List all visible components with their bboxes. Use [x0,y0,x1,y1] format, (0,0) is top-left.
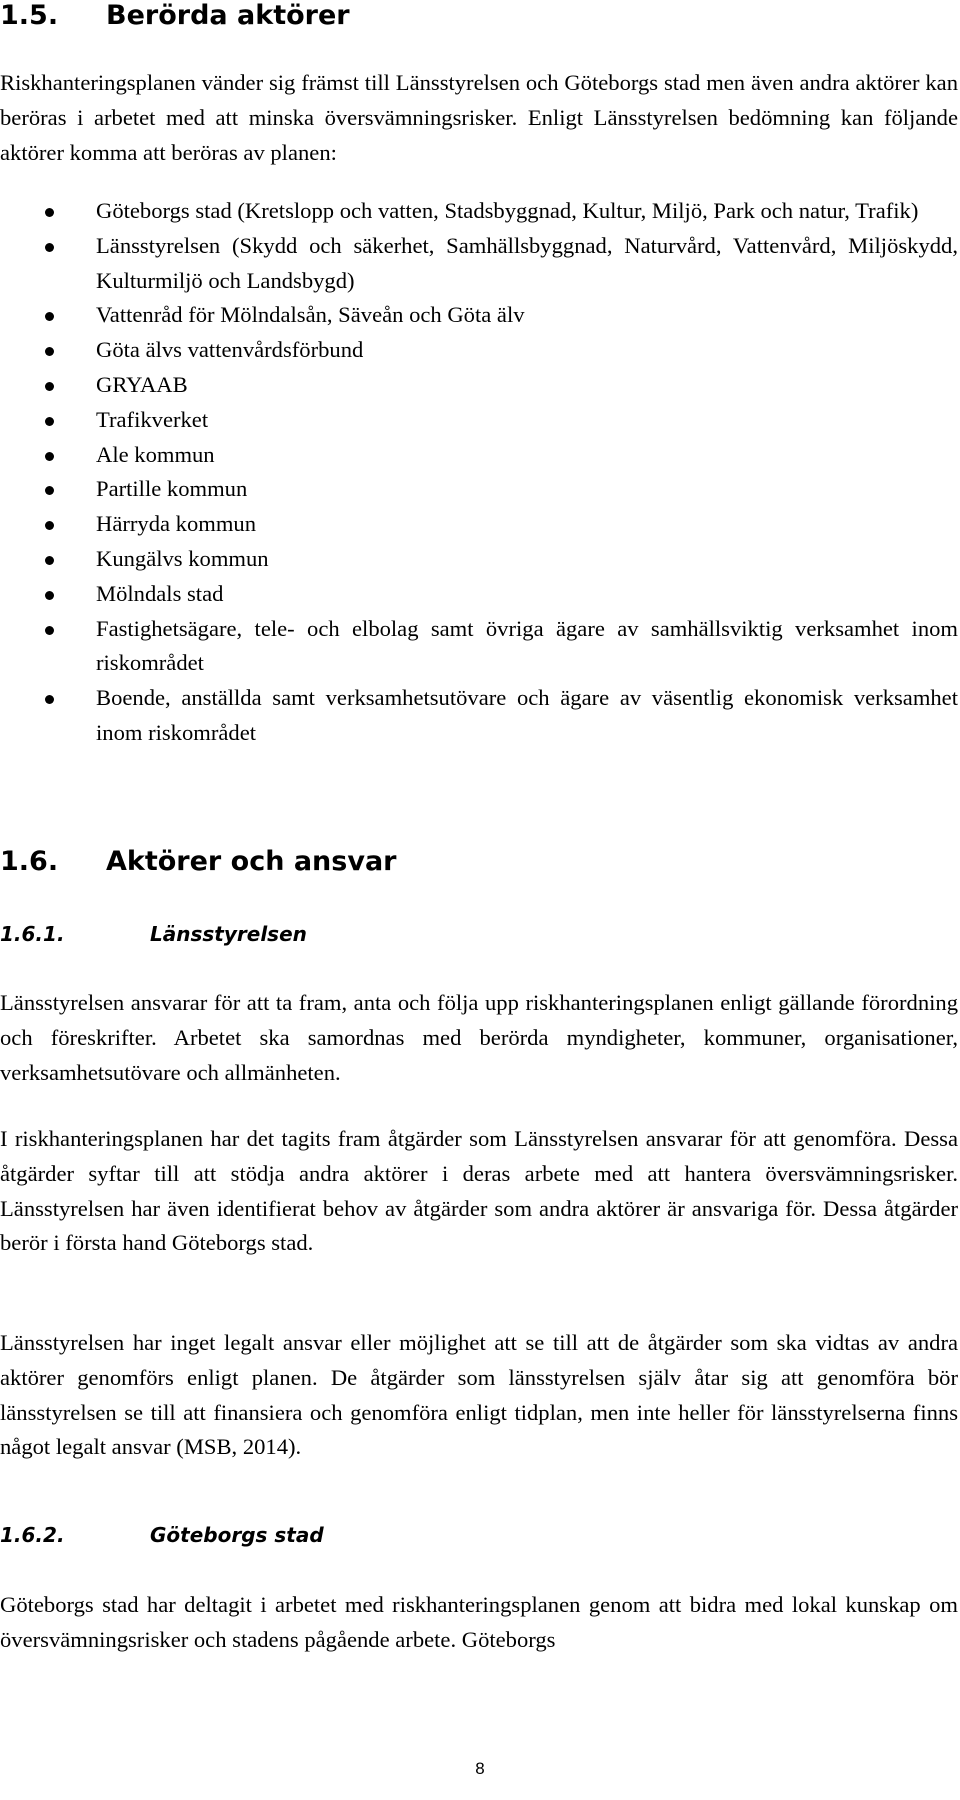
list-item: Mölndals stad [0,577,958,612]
list-item: Göteborgs stad (Kretslopp och vatten, Stadsbyggnad, Kultur, Miljö, Park och natur, Trafik) [0,194,958,229]
paragraph: Göteborgs stad har deltagit i arbetet med riskhanteringsplanen genom att bidra med lokal kunskap om översvämningsrisker och stadens pågående arbete. Göteborgs [0,1592,958,1652]
bullet-icon [45,417,54,426]
section-heading-1-5 [0,0,350,31]
intro-paragraph: Riskhanteringsplanen vänder sig främst till Länsstyrelsen och Göteborgs stad men även andra aktörer kan beröras i arbetet med att minska översvämningsrisker. Enligt Länsstyrelsen bedömning kan följande aktörer komma att beröras av planen: [0,70,958,165]
list-item: Göta älvs vattenvårdsförbund [0,333,958,368]
section-title: Göteborgs stad [150,1523,324,1547]
section-heading-1-6 [0,846,396,877]
section-heading-1-6-2 [0,1523,324,1547]
bullet-icon [45,243,54,252]
bullet-icon [45,452,54,461]
section-number: 1.6.2. [0,1523,65,1547]
bullet-icon [45,591,54,600]
actor-list [0,194,958,751]
section-heading-1-6-1 [0,922,307,946]
section-number: 1.6. [0,846,59,877]
section-title: Aktörer och ansvar [106,846,397,877]
bullet-icon [45,626,54,635]
list-item: Länsstyrelsen (Skydd och säkerhet, Samhällsbyggnad, Naturvård, Vattenvård, Miljöskydd, Kulturmiljö och Landsbygd) [0,229,958,299]
bullet-icon [45,347,54,356]
list-item: Vattenråd för Mölndalsån, Säveån och Göta älv [0,298,958,333]
paragraph: Länsstyrelsen ansvarar för att ta fram, anta och följa upp riskhanteringsplanen enligt gällande förordning och föreskrifter. Arbetet ska samordnas med berörda myndigheter, kommuner, organisationer, verksamhetsutövare och allmänheten. [0,990,958,1085]
list-item: Boende, anställda samt verksamhetsutövare och ägare av väsentlig ekonomisk verksamhet inom riskområdet [0,681,958,751]
list-item: Trafikverket [0,403,958,438]
section-title: Länsstyrelsen [150,922,307,946]
bullet-icon [45,695,54,704]
list-item: GRYAAB [0,368,958,403]
bullet-icon [45,382,54,391]
paragraph: Länsstyrelsen har inget legalt ansvar eller möjlighet att se till att de åtgärder som ska vidtas av andra aktörer genomförs enligt planen. De åtgärder som länsstyrelsen själv åtar sig att genomföra bör länsstyrelsen se till att finansiera och genomföra enligt tidplan, men inte heller för länsstyrelserna finns något legalt ansvar (MSB, 2014). [0,1330,958,1460]
list-item: Ale kommun [0,438,958,473]
bullet-icon [45,556,54,565]
bullet-icon [45,521,54,530]
bullet-icon [45,208,54,217]
section-number: 1.6.1. [0,922,65,946]
list-item: Partille kommun [0,472,958,507]
section-title: Berörda aktörer [106,0,350,31]
section-number: 1.5. [0,0,59,31]
bullet-icon [45,312,54,321]
list-item: Fastighetsägare, tele- och elbolag samt övriga ägare av samhällsviktig verksamhet inom riskområdet [0,612,958,682]
page-number: 8 [475,1759,485,1778]
list-item: Härryda kommun [0,507,958,542]
list-item: Kungälvs kommun [0,542,958,577]
paragraph: I riskhanteringsplanen har det tagits fram åtgärder som Länsstyrelsen ansvarar för att genomföra. Dessa åtgärder syftar till att stödja andra aktörer i deras arbete med att hantera översvämningsrisker. Länsstyrelsen har även identifierat behov av åtgärder som andra aktörer är ansvariga för. Dessa åtgärder berör i första hand Göteborgs stad. [0,1126,958,1256]
bullet-icon [45,486,54,495]
